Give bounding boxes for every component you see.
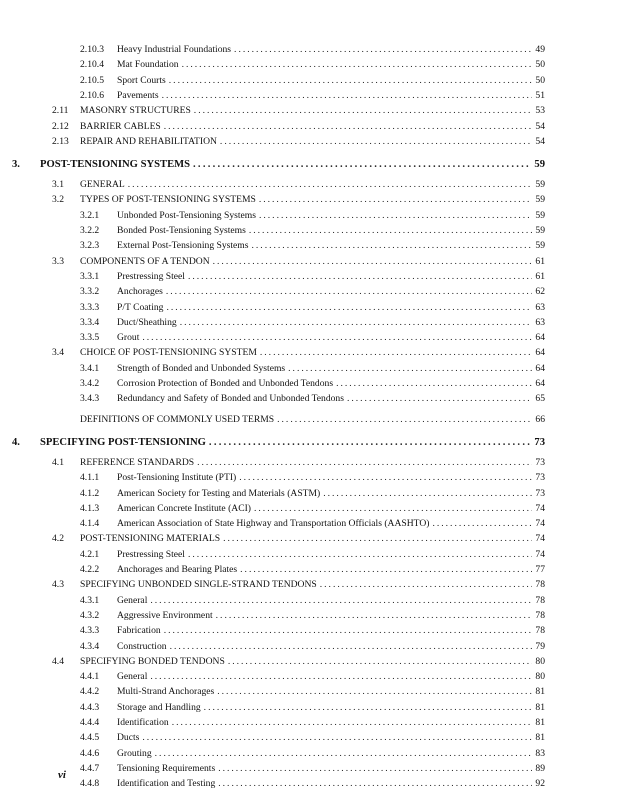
toc-entry-title: Tensioning Requirements — [117, 762, 216, 774]
toc-entry-page: 50 — [535, 59, 545, 71]
toc-entry-page: 53 — [535, 105, 545, 117]
toc-entry-page: 81 — [535, 701, 545, 713]
toc-entry-number: 3.2 — [52, 194, 64, 206]
toc-entry-page: 74 — [535, 548, 545, 560]
toc-entry-number: 3.3.2 — [80, 286, 100, 298]
toc-entry-title: Identification — [117, 717, 169, 728]
toc-entry-number: 4.3.2 — [80, 609, 100, 621]
toc-entry-number: 4. — [12, 436, 20, 448]
toc-entry-number: 3.3.5 — [80, 332, 100, 344]
toc-entry-page: 59 — [535, 209, 545, 221]
toc-entry-number: 2.10.6 — [80, 89, 104, 101]
toc-entry-number: 3.3.3 — [80, 301, 100, 313]
toc-entry-page: 81 — [535, 717, 545, 728]
toc-entry-title: Redundancy and Safety of Bonded and Unbonded Tendons — [117, 393, 344, 405]
toc-entry-title: Multi-Strand Anchorages — [117, 686, 215, 698]
dot-leader — [209, 437, 531, 448]
dot-leader — [347, 393, 532, 404]
toc-entry-title: Prestressing Steel — [117, 548, 185, 560]
toc-entry-title: BARRIER CABLES — [80, 120, 161, 132]
toc-entry-number: 3.2.1 — [80, 209, 100, 221]
toc-entry-title: American Concrete Institute (ACI) — [117, 502, 251, 514]
toc-entry-number: 3.3 — [52, 255, 64, 267]
toc-entry-number: 4.4.1 — [80, 671, 100, 683]
toc-entry-title: Identification and Testing — [117, 778, 216, 790]
toc-entry-page: 92 — [535, 778, 545, 790]
toc-entry-page: 61 — [535, 270, 545, 282]
toc-entry[interactable] — [52, 409, 545, 425]
toc-entry[interactable] — [80, 666, 545, 682]
toc-entry-number: 4.3.3 — [80, 625, 100, 637]
toc-entry[interactable] — [52, 131, 545, 147]
toc-entry[interactable] — [80, 697, 545, 713]
toc-entry-number: 3.2.2 — [80, 225, 100, 236]
toc-entry-page: 49 — [535, 44, 545, 55]
toc-entry-title: DEFINITIONS OF COMMONLY USED TERMS — [80, 413, 275, 425]
toc-entry-title: General — [117, 671, 148, 683]
toc-entry-number: 4.3.1 — [80, 594, 100, 606]
toc-entry[interactable] — [52, 100, 545, 116]
toc-entry-title: Grouting — [117, 747, 152, 759]
toc-entry-page: 63 — [535, 301, 545, 313]
toc-entry-title: Fabrication — [117, 625, 161, 637]
toc-entry-number: 4.3.4 — [80, 640, 100, 652]
dot-leader — [277, 414, 532, 425]
toc-entry[interactable] — [52, 342, 545, 358]
toc-entry-title: Aggressive Environment — [117, 609, 213, 621]
toc-entry-page: 62 — [535, 286, 545, 298]
toc-entry-title: Sport Courts — [117, 74, 166, 86]
toc-entry-page: 50 — [535, 74, 545, 86]
toc-entry-number: 3.3.1 — [80, 270, 100, 282]
toc-entry-title: TYPES OF POST-TENSIONING SYSTEMS — [80, 194, 256, 206]
toc-entry-title: CHOICE OF POST-TENSIONING SYSTEM — [80, 347, 257, 359]
toc-entry-title: General — [117, 594, 148, 606]
toc-entry-number: 4.4.4 — [80, 717, 100, 728]
toc-entry-title: Anchorages and Bearing Plates — [117, 564, 238, 575]
toc-entry-page: 83 — [535, 747, 545, 759]
toc-entry-page: 79 — [535, 640, 545, 652]
toc-entry-number: 3.4 — [52, 347, 64, 359]
toc-entry[interactable] — [80, 636, 545, 652]
toc-entry-title: Unbonded Post-Tensioning Systems — [117, 209, 256, 221]
toc-entry-page: 78 — [535, 625, 545, 637]
toc-entry[interactable] — [12, 432, 545, 448]
dot-leader — [218, 778, 532, 789]
toc-entry-page: 54 — [535, 135, 545, 147]
toc-entry-number: 2.10.5 — [80, 74, 104, 86]
toc-entry[interactable] — [80, 205, 545, 221]
toc-entry-title: Heavy Industrial Foundations — [117, 44, 232, 55]
toc-entry[interactable] — [80, 758, 545, 774]
toc-entry-number: 2.11 — [52, 105, 69, 117]
toc-entry-title: Storage and Handling — [117, 701, 201, 713]
toc-entry-page: 74 — [535, 533, 545, 545]
toc-entry[interactable] — [80, 327, 545, 343]
toc-entry-title: Construction — [117, 640, 167, 652]
toc-entry-page: 81 — [535, 732, 545, 744]
toc-entry-number: 3.1 — [52, 179, 64, 191]
toc-entry-title: Anchorages — [117, 286, 163, 298]
toc-entry-title: POST-TENSIONING SYSTEMS — [40, 159, 191, 171]
toc-entry-page: 59 — [534, 159, 545, 171]
toc-entry-number: 4.1.3 — [80, 502, 100, 514]
toc-entry-page: 89 — [535, 762, 545, 774]
toc-entry[interactable] — [80, 483, 545, 499]
toc-entry-number: 4.4.6 — [80, 747, 100, 759]
toc-entry-title: Pavements — [117, 89, 159, 101]
toc-entry[interactable] — [52, 251, 545, 267]
toc-entry[interactable] — [80, 388, 545, 404]
toc-entry[interactable] — [52, 174, 545, 190]
toc-entry[interactable] — [12, 154, 545, 170]
toc-entry-title: REFERENCE STANDARDS — [80, 456, 195, 468]
toc-entry-page: 59 — [535, 194, 545, 206]
page-number: vi — [58, 769, 66, 781]
toc-entry-page: 81 — [535, 686, 545, 698]
toc-entry-title: SPECIFYING UNBONDED SINGLE-STRAND TENDONS — [80, 579, 317, 591]
toc-entry-page: 80 — [535, 671, 545, 683]
toc-entry-title: MASONRY STRUCTURES — [80, 105, 191, 117]
toc-entry[interactable] — [80, 373, 545, 389]
toc-entry[interactable] — [80, 358, 545, 374]
toc-entry-page: 59 — [535, 225, 545, 236]
toc-entry-number: 4.4 — [52, 655, 64, 667]
toc-entry-page: 77 — [535, 564, 545, 575]
toc-entry-page: 78 — [535, 609, 545, 621]
toc-entry-number: 2.13 — [52, 135, 69, 147]
toc-entry-number: 4.4.5 — [80, 732, 100, 744]
toc-entry-title: Bonded Post-Tensioning Systems — [117, 225, 246, 236]
toc-entry[interactable] — [80, 773, 545, 789]
toc-entry-page: 78 — [535, 579, 545, 591]
toc-entry-page: 73 — [535, 487, 545, 499]
toc-entry-number: 4.4.3 — [80, 701, 100, 713]
toc-entry-title: Prestressing Steel — [117, 270, 185, 282]
toc-entry-number: 3.4.2 — [80, 378, 100, 389]
toc-entry[interactable] — [80, 220, 545, 236]
toc-entry[interactable] — [80, 727, 545, 743]
toc-entry-title: American Society for Testing and Materials (ASTM) — [117, 487, 321, 499]
toc-entry-number: 3. — [12, 159, 20, 171]
toc-entry[interactable] — [52, 116, 545, 132]
toc-entry-title: Grout — [117, 332, 140, 344]
toc-entry-number: 4.3 — [52, 579, 64, 591]
toc-entry[interactable] — [80, 467, 545, 483]
toc-entry-title: Corrosion Protection of Bonded and Unbonded Tendons — [117, 378, 334, 389]
toc-entry-page: 80 — [535, 655, 545, 667]
toc-entry-number: 4.4.2 — [80, 686, 100, 698]
toc-entry-page: 59 — [535, 179, 545, 191]
toc-entry-title: COMPONENTS OF A TENDON — [80, 255, 210, 267]
toc-entry-number: 4.1.4 — [80, 518, 100, 530]
toc-entry[interactable] — [52, 528, 545, 544]
toc-entry[interactable] — [52, 574, 545, 590]
toc-entry[interactable] — [80, 235, 545, 251]
toc-entry[interactable] — [80, 70, 545, 86]
toc-entry-number: 4.4.7 — [80, 762, 100, 774]
toc-entry-number: 4.2.1 — [80, 548, 100, 560]
toc-entry-title: External Post-Tensioning Systems — [117, 240, 249, 252]
toc-entry-number: 3.4.3 — [80, 393, 100, 405]
toc-entry-page: 73 — [534, 436, 545, 448]
toc-entry[interactable] — [80, 590, 545, 606]
toc-entry-title: American Association of State Highway and Transportation Officials (AASHTO) — [117, 518, 430, 530]
toc-entry-page: 66 — [535, 413, 545, 425]
toc-entry-page: 65 — [535, 393, 545, 405]
toc-entry[interactable] — [80, 743, 545, 759]
toc-entry-page: 73 — [535, 456, 545, 468]
toc-entry[interactable] — [80, 620, 545, 636]
toc-entry[interactable] — [80, 513, 545, 529]
toc-entry-number: 3.4.1 — [80, 362, 100, 374]
toc-entry[interactable] — [80, 498, 545, 514]
toc-entry-number: 3.2.3 — [80, 240, 100, 252]
toc-entry-page: 74 — [535, 518, 545, 530]
toc-entry-page: 51 — [535, 89, 545, 101]
toc-entry[interactable] — [80, 559, 545, 575]
toc-entry[interactable] — [52, 651, 545, 667]
toc-entry[interactable] — [80, 544, 545, 560]
toc-entry-number: 2.10.4 — [80, 59, 104, 71]
toc-entry-number: 2.12 — [52, 120, 69, 132]
dot-leader — [193, 159, 531, 170]
toc-entry-number: 4.1 — [52, 456, 64, 468]
toc-entry-number: 4.1.1 — [80, 472, 100, 484]
toc-entry[interactable] — [80, 85, 545, 101]
toc-entry-title: REPAIR AND REHABILITATION — [80, 135, 217, 147]
toc-entry[interactable] — [80, 712, 545, 728]
toc-entry-number: 4.2.2 — [80, 564, 100, 575]
toc-entry-page: 64 — [535, 332, 545, 344]
toc-entry-page: 59 — [535, 240, 545, 252]
toc-entry[interactable] — [80, 39, 545, 55]
toc-entry[interactable] — [80, 681, 545, 697]
toc-entry-number: 2.10.3 — [80, 44, 104, 55]
toc-entry-title: GENERAL — [80, 179, 125, 191]
toc-entry-page: 78 — [535, 594, 545, 606]
toc-entry-number: 4.2 — [52, 533, 64, 545]
toc-entry-title: POST-TENSIONING MATERIALS — [80, 533, 221, 545]
toc-entry-title: Strength of Bonded and Unbonded Systems — [117, 362, 286, 374]
toc-entry-title: Mat Foundation — [117, 59, 179, 71]
toc-entry[interactable] — [80, 281, 545, 297]
toc-entry-title: P/T Coating — [117, 301, 164, 313]
toc-entry-page: 73 — [535, 472, 545, 484]
toc-entry-title: SPECIFYING BONDED TENDONS — [80, 655, 225, 667]
toc-entry-title: Post-Tensioning Institute (PTI) — [117, 472, 237, 484]
toc-entry-page: 64 — [535, 362, 545, 374]
toc-entry[interactable] — [80, 266, 545, 282]
toc-entry-title: SPECIFYING POST-TENSIONING — [40, 436, 206, 448]
toc-entry-page: 74 — [535, 502, 545, 514]
toc-entry-page: 54 — [535, 120, 545, 132]
dot-leader — [220, 136, 532, 147]
toc-entry-page: 63 — [535, 316, 545, 328]
toc-entry[interactable] — [80, 297, 545, 313]
toc-entry[interactable] — [80, 605, 545, 621]
toc-entry-page: 61 — [535, 255, 545, 267]
toc-entry-number: 4.1.2 — [80, 487, 100, 499]
toc-entry-title: Ducts — [117, 732, 140, 744]
toc-entry-number: 4.4.8 — [80, 778, 100, 790]
toc-entry-page: 64 — [535, 347, 545, 359]
toc-entry[interactable] — [80, 312, 545, 328]
toc-entry[interactable] — [80, 54, 545, 70]
toc-entry-number: 3.3.4 — [80, 316, 100, 328]
toc-entry[interactable] — [52, 452, 545, 468]
toc-entry-page: 64 — [535, 378, 545, 389]
toc-entry-title: Duct/Sheathing — [117, 316, 177, 328]
toc-entry[interactable] — [52, 189, 545, 205]
